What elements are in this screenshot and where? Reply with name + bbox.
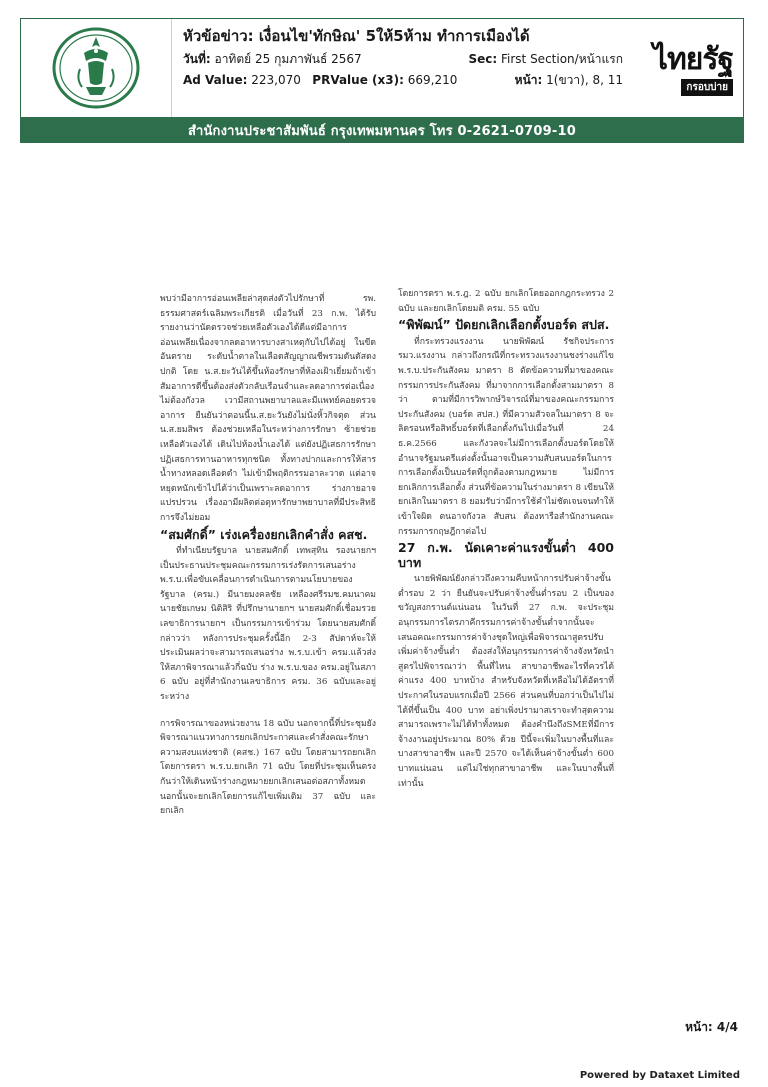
section-label: Sec: [468, 51, 498, 66]
date-value: อาทิตย์ 25 กุมภาพันธ์ 2567 [214, 51, 362, 66]
clipping-metadata [183, 27, 623, 94]
bangkok-seal-icon [50, 25, 142, 111]
article-subheading: “สมศักดิ์” เร่งเครื่องยกเลิกคำสั่ง คสช. [160, 526, 368, 542]
page-value: 1(ขวา), 8, 11 [546, 72, 623, 87]
article-subheading: 27 ก.พ. นัดเคาะค่าแรงขั้นต่ำ 400 บาท [398, 540, 614, 570]
article-paragraph: โดยการตรา พ.ร.ฎ. 2 ฉบับ ยกเลิกโดยออกกฎกระทรวง 2 ฉบับ และยกเลิกโดยมติ ครม. 55 ฉบับ [398, 289, 614, 314]
publication-edition: กรอบบ่าย [681, 79, 733, 96]
article-paragraph: ที่ทำเนียบรัฐบาล นายสมศักดิ์ เทพสุทิน รองนายกฯ เป็นประธานประชุมคณะกรรมการเร่งรัดการเสนอร่าง พ.ร.บ.เพื่อขับเคลื่อนการดำเนินการตามนโยบายของรัฐบาล (ครม.) มีนายมงคลชัย เหลืองศรีรมช.คมนาคม นายชัยเกษม นิติสิริ ที่ปรึกษานายกฯ นายสมศักดิ์เชื่อมรวยเลขาธิการนายกฯ เป็นกรรมการเข้าร่วม โดยนายสมศักดิ์กล่าวว่า หลังการประชุมครั้งนี้อีก 2-3 สัปดาห์จะให้ประเมินผลว่าจะสามารถเสนอร่าง พ.ร.บ.เข้า ครม.แล้วส่งให้สภาพิจารณาแล้วกี่ฉบับ ร่าง พ.ร.บ.ของ ครม.อยู่ในสภา 6 ฉบับ อยู่ที่สำนักงานเลขาธิการ ครม. 36 ฉบับและอยู่ระหว่าง [160, 546, 376, 703]
article-paragraph: ที่กระทรวงแรงงาน นายพิพัฒน์ รัชกิจประการ รมว.แรงงาน กล่าวถึงกรณีที่กระทรวงแรงงานชงร่างแก้ไข พ.ร.บ.ประกันสังคม มาตรา 8 ตัดข้อความที่มาของคณะกรรมการประกันสังคม ที่มาจากการเลือกตั้งสามมาตรา 8 ว่า ตามที่มีการวิพากษ์วิจารณ์ที่มาของคณะกรรมการประกันสังคม (บอร์ด สปส.) ที่มีความสัวจลในมาตรา 8 จะลิดรอนหรือสิทธิ์บอร์ดที่เลือกตั้งกันไปเมื่อวันที่ 24 ธ.ค.2566 และกังวลจะไม่มีการเลือกตั้งบอร์ดโดยให้อำนาจรัฐมนตรีแต่งตั้งนั้นอาจเป็นความสับสนบอร์ดในการการเลือกตั้งเป็นบอร์ดที่ถูกต้องตามกฎหมาย ไม่มีการยกเลิกการเลือกตั้ง ส่วนที่ข้อความในร่างมาตรา 8 เขียนให้ยกเลิกในมาตรา 8 ยอมรับว่ามีการใช้คำไม่ชัดเจนจนทำให้เข้าใจผิด ตนอาจกังวล สับสน ต้องหารือสำนักงานคณะกรรมการกฤษฎีกาต่อไป [398, 336, 614, 537]
pr-value-label: PRValue (x3): [312, 72, 404, 87]
publication-name: ไทยรัฐ [652, 42, 733, 77]
date-label: วันที่: [183, 51, 211, 66]
value-row [183, 73, 623, 88]
ad-value: 223,070 [251, 72, 301, 87]
article-column-1 [160, 292, 376, 819]
contact-banner: สำนักงานประชาสัมพันธ์ กรุงเทพมหานคร โทร 0-2621-0709-10 [20, 117, 744, 143]
date-row [183, 52, 623, 67]
page-indicator: หน้า: 4/4 [685, 1020, 738, 1034]
article-paragraph: การพิจารณาของหน่วยงาน 18 ฉบับ นอกจากนี้ที่ประชุมยังพิจารณาแนวทางการยกเลิกประกาศและคำสั่งคณะรักษาความสงบแห่งชาติ (คสช.) 167 ฉบับ โดยสามารถยกเลิกโดยการตรา พ.ร.บ.ยกเลิก 71 ฉบับ โดยที่ประชุมเห็นตรงกันว่าให้เดินหน้าร่างกฎหมายยกเลิกเสนอต่อสภาทั้งหมด นอกนั้นจะยกเลิกโดยการแก้ไขเพิ่มเติม 37 ฉบับ และยกเลิก [160, 718, 376, 817]
headline-label: หัวข้อข่าว: [183, 27, 254, 45]
article-paragraph: พบว่ามีอาการอ่อนเพลียล่าสุดส่งตัวไปรักษาที่ รพ. ธรรมศาสตร์เฉลิมพระเกียรติ เมื่อวันที่ 23 ก.พ. ได้รับรายงานว่านัดตรวจช่วยเหลือตัวเองได้ดีแต่มีอาการอ่อนเพลียเนื่องจากลดอาหารบางสาเหตุกับไปได้อยู่ ในขีดอันตราย ระดับน้ำตาลในเลือดสัญญาณชีพรวมดันดัสดงปกติ โดย น.ส.ยะวันได้ขึ้นห้องรักษาที่ห้องเฝ้าเยี่ยมถ้าเข้าสัมอาการดีขึ้นต้องส่งตัวกลับเรือนจำและลดอาการต่อเนื่อง ไม่ต้องกังวล เวามีสถานพยาบาลและมีแพทย์คอยตรวจอาการ ยืนยันว่าตอนนี้น.ส.ยะวันยังไม่นั่งหิ้วกิจตุด ส่วน น.ส.ยมสิพร ต้องช่วยเหลือในระหว่างการรักษา ซ้ายช่วยเหลือตัวเองได้ เดินไปห้องน้ำเองได้ แต่ยังปฏิเสธการรักษา ปฏิเสธการทานอาหารทุกชนิด ทั้งทางปากและการให้สารน้ำทางหลอดเลือดดำ ไม่เข้ามีพฤติกรรมอาละวาด แต่อาจหยุดหนักเข้าไปได้ว่าเป็นเพราะลดอาการ ร่างกายอาจแปรปรวน เรื่องอามีผลิตต่อตุหารักษาพยาบาลที่มีประสิทธิการจึงไม่ยอม [160, 294, 376, 523]
article-paragraph: นายพิพัฒน์ยังกล่าวถึงความคืบหน้าการปรับค่าจ้างขั้นต่ำรอบ 2 ว่า ยืนยันจะปรับค่าจ้างขั้นต่ำรอบ 2 เป็นของขวัญสงกรานต์แน่นอน ในวันที่ 27 ก.พ. จะประชุมอนุกรรมการไตรภาคีกรรมการค่าจ้างขั้นต่ำจากนั้นจะเสนอคณะกรรมการค่าจ้างชุดใหญ่เพื่อพิจารณาสูตรปรับเพิ่มค่าจ้างขั้นต่ำ ต้องส่งให้อนุกรรมการค่าจ้างจังหวัดนำสูตรไปพิจารณาว่า พื้นที่ไหน สาขาอาชีพอะไรที่ควรได้ค่าแรง 400 บาทบ้าง สำหรับจังหวัดที่เหลือไม่ได้อัตราที่ประกาศในรอบแรกเมื่อปี 2566 ส่วนคนที่บอกว่าเป็นไปไม่ได้ที่ขึ้นเป็น 400 บาท อย่าเพิ่งปรามาสเราจะทำสุดความสามารถเพราะไม่ได้ทำทั้งหมด ต้องคำนึงถึงSMEที่มีการจ้างงานอยู่ประมาณ 80% ด้วย ปีนี้จะเพิ่มในบางพื้นที่และบางสาขาอาชีพ และปี 2570 จะได้เห็นค่าจ้างขั้นต่ำ 600 บาทแน่นอน แต่ไม่ใช่ทุกสาขาอาชีพ และในบางพื้นที่เท่านั้น [398, 574, 614, 789]
section-value: First Section/หน้าแรก [501, 51, 623, 66]
headline-row [183, 27, 623, 46]
publication-logo [637, 42, 733, 96]
pr-value: 669,210 [407, 72, 458, 87]
footer-credit: Powered by Dataxet Limited [579, 1070, 740, 1081]
page-label: หน้า: [514, 72, 543, 87]
article-subheading: “พิพัฒน์” ปัดยกเลิกเลือกตั้งบอร์ด สปส. [398, 317, 610, 333]
ad-value-label: Ad Value: [183, 72, 248, 87]
headline-value: เงื่อนไข'ทักษิณ' 5ให้5ห้าม ทำการเมืองได้ [258, 27, 530, 45]
article-column-2 [398, 287, 614, 791]
clipping-header [20, 18, 744, 118]
agency-logo [21, 19, 172, 117]
